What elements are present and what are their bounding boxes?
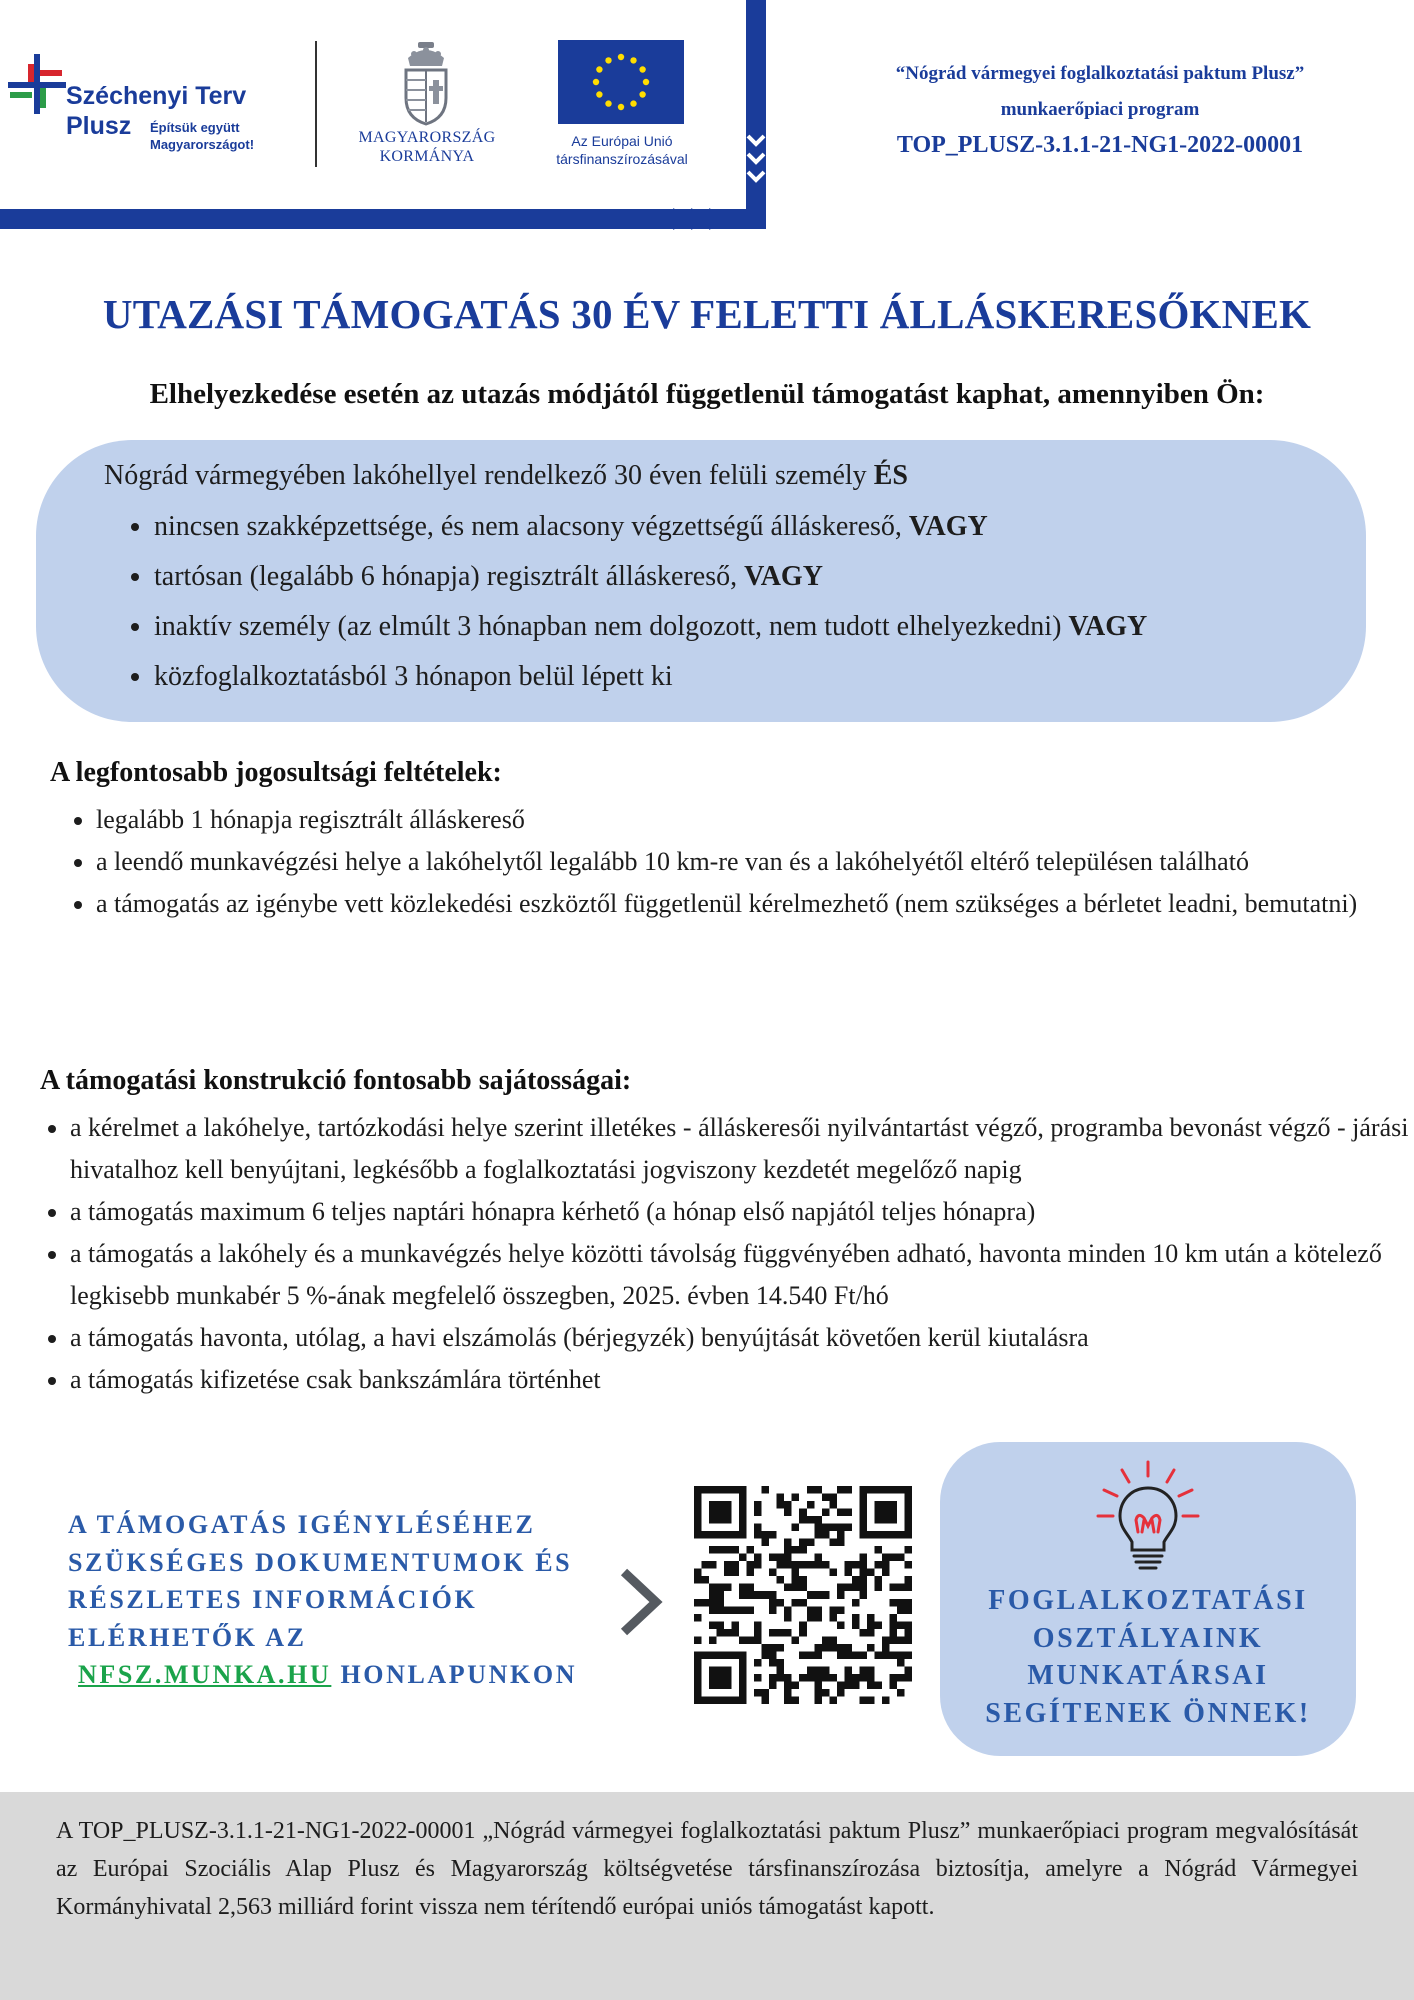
eligibility-lead-bold: ÉS: [873, 460, 908, 491]
eligibility-item-bold: VAGY: [744, 561, 823, 592]
eligibility-item-text: inaktív személy (az elmúlt 3 hónapban nem dolgozott, nem tudott elhelyezkedni): [154, 611, 1062, 642]
eligibility-item: [154, 552, 1374, 602]
documents-info-line3: RÉSZLETES INFORMÁCIÓK: [68, 1585, 478, 1614]
szechenyi-cross-icon: [4, 52, 68, 116]
documents-info-line4: ELÉRHETŐK AZ: [68, 1622, 307, 1652]
lightbulb-icon: [1092, 1458, 1204, 1578]
eligibility-item-bold: VAGY: [908, 511, 988, 542]
requirement-item: • legalább 1 hónapja regisztrált álláskereső: [96, 799, 1386, 841]
program-title: [820, 56, 1380, 128]
eu-line1: Az Európai Unió: [571, 133, 673, 149]
documents-info-line2: SZÜKSÉGES DOKUMENTUMOK ÉS: [68, 1547, 573, 1577]
eu-logo: [532, 40, 712, 170]
features-heading: A támogatási konstrukció fontosabb sajátosságai:: [40, 1065, 632, 1096]
szechenyi-tagline: Építsük együtt Magyarországot!: [150, 120, 255, 152]
features-list: [34, 1107, 1410, 1401]
documents-info-line5: [68, 1656, 638, 1694]
szechenyi-plus: Plusz: [66, 112, 132, 140]
eligibility-item: [154, 502, 1374, 552]
szechenyi-title: Széchenyi Terv: [66, 82, 247, 110]
eligibility-lead: [104, 454, 908, 498]
eligibility-item: [154, 652, 1374, 702]
qr-code[interactable]: [694, 1486, 912, 1704]
feature-item: • a támogatás havonta, utólag, a havi elszámolás (bérjegyzék) benyújtását követően kerül kiutalásra: [70, 1317, 1410, 1359]
government-logo: [352, 40, 502, 170]
chevron-right-icon: [614, 1564, 668, 1640]
eligibility-item-text: tartósan (legalább 6 hónapja) regisztrált álláskereső,: [154, 561, 738, 592]
logo-divider: [315, 41, 317, 167]
documents-info-suffix: HONLAPUNKON: [340, 1660, 578, 1689]
help-text-line4: SEGÍTENEK ÖNNEK!: [985, 1697, 1311, 1729]
eu-flag-icon: [558, 40, 684, 124]
feature-item: • a támogatás kifizetése csak bankszámlára történhet: [70, 1359, 1410, 1401]
eligibility-item-text: közfoglalkoztatásból 3 hónapon belül lépett ki: [154, 661, 673, 692]
program-title-line2: munkaerőpiaci program: [1000, 99, 1200, 120]
chevrons-right-icon: [668, 204, 734, 234]
szechenyi-terv-logo: [4, 48, 274, 164]
eligibility-item: [154, 602, 1374, 652]
eu-text: [532, 132, 712, 168]
feature-item: • a támogatás a lakóhely és a munkavégzés helye közötti távolság függvényében adható, havonta minden 10 km után a kötelező legkisebb munkabér 5 %-ának megfelelő összegben, 2025. évben 14.540 Ft/hó: [70, 1233, 1410, 1317]
intro-text: Elhelyezkedése esetén az utazás módjától függetlenül támogatást kaphat, amennyiben Ön:: [149, 378, 1265, 410]
government-line2: KORMÁNYA: [379, 148, 475, 165]
program-title-line1: “Nógrád vármegyei foglalkoztatási paktum Plusz”: [895, 63, 1305, 84]
eligibility-item-bold: VAGY: [1068, 611, 1148, 642]
documents-info: [68, 1506, 638, 1694]
requirements-list: [60, 799, 1386, 925]
eu-line2: társfinanszírozásával: [556, 151, 688, 167]
help-text-line3: MUNKATÁRSAI: [1027, 1660, 1269, 1691]
help-text-line2: OSZTÁLYAINK: [1032, 1622, 1264, 1654]
footer: [0, 1792, 1414, 2000]
government-text: [352, 128, 502, 166]
help-text-line1: FOGLALKOZTATÁSI: [988, 1585, 1308, 1616]
feature-item: • a támogatás maximum 6 teljes naptári hónapra kérhető (a hónap első napjától teljes hónapra): [70, 1191, 1410, 1233]
documents-info-line1: A TÁMOGATÁS IGÉNYLÉSÉHEZ: [68, 1510, 536, 1539]
program-info: [820, 56, 1380, 162]
requirement-item: • a támogatás az igénybe vett közlekedési eszköztől függetlenül kérelmezhető (nem szükséges a bérletet leadni, bemutatni): [96, 883, 1386, 925]
help-text: [940, 1582, 1356, 1732]
eligibility-list: [118, 502, 1374, 702]
nfsz-website-link[interactable]: NFSZ.MUNKA.HU: [78, 1660, 332, 1689]
eligibility-box: [36, 440, 1366, 722]
eligibility-lead-text: Nógrád vármegyében lakóhellyel rendelkező 30 éven felüli személy: [104, 460, 867, 491]
feature-item: • a kérelmet a lakóhelye, tartózkodási helye szerint illetékes - álláskeresői nyilvántartást végző, programba bevonást végző - járási hivatalhoz kell benyújtani, legkésőbb a foglalkoztatási jogviszony kezdetét megelőző napig: [70, 1107, 1410, 1191]
header-bottom-bar: [0, 209, 766, 229]
help-box: [940, 1442, 1356, 1756]
chevrons-down-icon: [744, 132, 768, 196]
header: [0, 0, 1414, 232]
eligibility-item-text: nincsen szakképzettsége, és nem alacsony végzettségű álláskereső,: [154, 511, 902, 542]
program-code: TOP_PLUSZ-3.1.1-21-NG1-2022-00001: [896, 132, 1304, 158]
government-line1: MAGYARORSZÁG: [358, 129, 496, 146]
hungarian-coat-of-arms-icon: [400, 40, 452, 126]
page-title: UTAZÁSI TÁMOGATÁS 30 ÉV FELETTI ÁLLÁSKERESŐKNEK: [102, 291, 1312, 337]
requirements-heading: A legfontosabb jogosultsági feltételek:: [50, 757, 502, 788]
requirement-item: • a leendő munkavégzési helye a lakóhelytől legalább 10 km-re van és a lakóhelyétől eltérő településen található: [96, 841, 1386, 883]
footer-text: A TOP_PLUSZ-3.1.1-21-NG1-2022-00001 „Nógrád vármegyei foglalkoztatási paktum Plusz” munkaerőpiaci program megvalósítását az Európai Szociális Alap Plusz és Magyarország költségvetése társfinanszírozása biztosítja, amelyre a Nógrád Vármegyei Kormányhivatal 2,563 milliárd forint vissza nem térítendő európai uniós támogatást kapott.: [56, 1818, 1358, 1920]
